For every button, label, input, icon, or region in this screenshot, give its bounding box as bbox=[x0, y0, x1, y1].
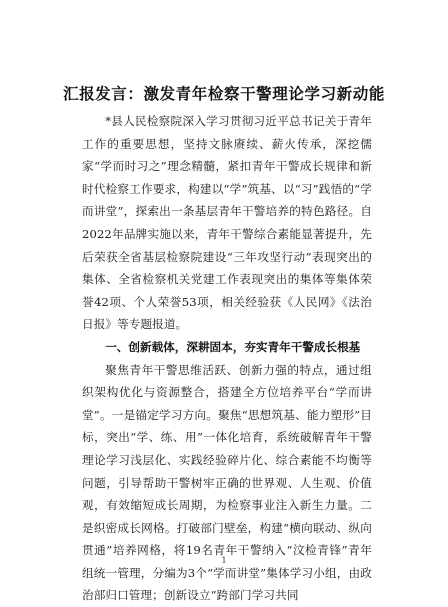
intro-paragraph: *县人民检察院深入学习贯彻习近平总书记关于青年工作的重要思想，坚持文脉赓续、薪火传承，深挖儒家“学而时习之”理念精髓，紧扣青年干警成长规律和新时代检察工作要求，构建以“学”筑基、以“习”践悟的“学而讲堂”，探索出一条基层青年干警培养的特色路径。自2022年品牌实施以来，青年干警综合素能显著提升，先后荣获全省基层检察院建设“三年攻坚行动”表现突出的集体、全省检察机关党建工作表现突出的集体等集体荣誉42项、个人荣誉53项，相关经验获《人民网》《法治日报》等专题报道。 bbox=[82, 114, 372, 332]
document-body bbox=[82, 110, 372, 607]
page-number: 1 bbox=[221, 556, 227, 565]
section-heading: 一、创新载体，深耕固本，夯实青年干警成长根基 bbox=[105, 339, 361, 354]
section-paragraph: 聚焦青年干警思维活跃、创新力强的特点，通过组织架构优化与资源整合，搭建全方位培养平台“学而讲堂”。一是锚定学习方向。聚焦“思想筑基、能力塑形”目标，突出“学、练、用”一体化培育，系统破解青年干警理论学习浅层化、实践经验碎片化、综合素能不均衡等问题，引导帮助干警树牢正确的世界观、人生观、价值观，有效缩短成长周期，为检察事业注入新生力量。二是织密成长网格。打破部门壁垒，构建“横向联动、纵向贯通”培养网格，将19名青年干警纳入“汶检青锋”青年组统一管理，分编为3个“学而讲堂”集体学习小组，由政治部归口管理；创新设立“跨部门学习共同 bbox=[82, 362, 372, 603]
document-title: 汇报发言：激发青年检察干警理论学习新动能 bbox=[62, 85, 385, 103]
